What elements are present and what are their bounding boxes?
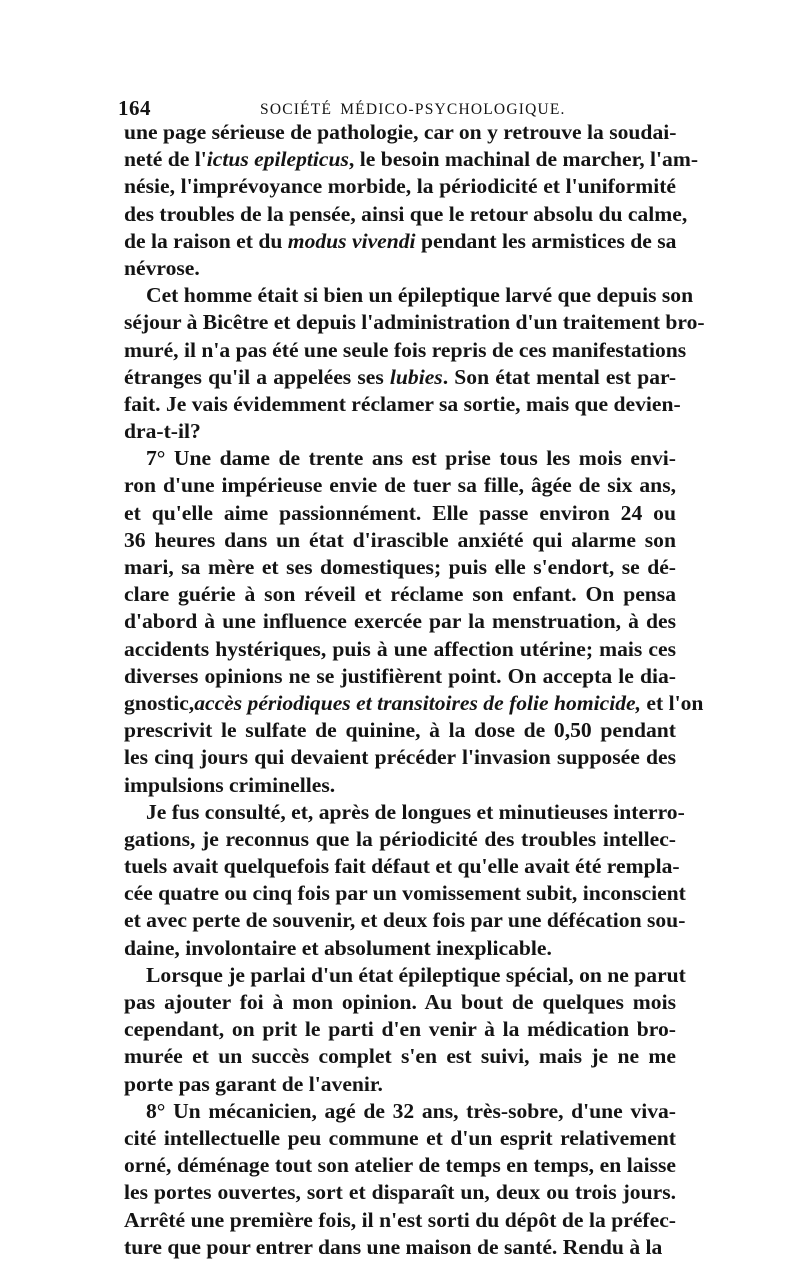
text-run: et l'on	[641, 690, 704, 715]
text-run: nésie, l'imprévoyance morbide, la périodicité et l'uniformité	[124, 174, 676, 199]
text-run: les cinq jours qui devaient précéder l'invasion supposée des	[124, 745, 676, 770]
text-line	[124, 907, 686, 934]
italic-text-run: lubies	[389, 364, 443, 389]
text-run: séjour à Bicêtre et depuis l'administration d'un traitement bro-	[124, 310, 705, 335]
text-run: diverses opinions ne se justifièrent point. On accepta le dia-	[124, 663, 676, 688]
text-run: daine, involontaire et absolument inexplicable.	[124, 935, 552, 960]
text-run: cependant, on prit le parti d'en venir à la médication bro-	[124, 1017, 676, 1042]
italic-text-run: accès périodiques et transitoires de folie homicide,	[194, 690, 642, 715]
text-run: des troubles de la pensée, ainsi que le retour absolu du calme,	[124, 201, 688, 226]
text-line	[124, 146, 699, 173]
text-run: orné, déménage tout son atelier de temps en temps, en laisse	[124, 1153, 676, 1178]
text-line	[124, 445, 676, 472]
text-line	[124, 1098, 676, 1125]
text-line	[124, 255, 676, 282]
text-run: clare guérie à son réveil et réclame son enfant. On pensa	[124, 582, 676, 607]
text-line	[124, 744, 676, 771]
text-run: pas ajouter foi à mon opinion. Au bout de quelques mois	[124, 990, 676, 1014]
text-line	[124, 391, 681, 418]
text-run: murée et un succès complet s'en est suivi, mais je ne me	[124, 1044, 676, 1069]
text-run: pendant les armistices de sa	[415, 228, 677, 253]
body-text	[124, 119, 705, 1261]
text-line	[124, 1152, 676, 1179]
text-line	[124, 826, 676, 853]
text-line	[124, 1179, 676, 1206]
text-line	[124, 880, 686, 907]
text-line	[124, 228, 676, 255]
text-run: et avec perte de souvenir, et deux fois par une défécation sou-	[124, 908, 686, 933]
text-line	[124, 717, 676, 744]
text-run: névrose.	[124, 255, 200, 280]
text-run: Arrêté une première fois, il n'est sorti du dépôt de la préfec-	[124, 1207, 676, 1232]
text-run: Je fus consulté, et, après de longues et minutieuses interro-	[146, 799, 685, 824]
text-line	[124, 1234, 676, 1261]
text-run: muré, il n'a pas été une seule fois repris de ces manifestations	[124, 337, 687, 362]
text-line	[124, 282, 694, 309]
text-run: Lorsque je parlai d'un état épileptique spécial, on ne parut	[146, 962, 686, 987]
text-run: Cet homme était si bien un épileptique larvé que depuis son	[146, 283, 694, 308]
text-run: . Son état mental est par-	[442, 364, 677, 389]
text-line	[124, 989, 676, 1016]
text-line	[124, 799, 685, 826]
text-run: de la raison et du	[124, 228, 288, 253]
text-run: fait. Je vais évidemment réclamer sa sortie, mais que devien-	[124, 391, 681, 416]
text-run: 36 heures dans un état d'irascible anxiété qui alarme son	[124, 527, 676, 552]
text-run: prescrivit le sulfate de quinine, à la dose de 0,50 pendant	[124, 718, 676, 743]
page-header	[118, 96, 676, 126]
text-line	[124, 636, 676, 663]
text-run: , le besoin machinal de marcher, l'am-	[348, 147, 699, 172]
text-line	[124, 935, 676, 962]
text-run: ture que pour entrer dans une maison de santé. Rendu à la	[124, 1234, 663, 1259]
text-line	[124, 1016, 676, 1043]
text-run: cée quatre ou cinq fois par un vomissement subit, inconscient	[124, 881, 686, 906]
running-head: SOCIÉTÉ MÉDICO-PSYCHOLOGIQUE.	[260, 101, 566, 118]
text-run: neté de l'	[124, 147, 207, 172]
text-run: et qu'elle aime passionnément. Elle passe environ 24 ou	[124, 500, 676, 525]
text-line	[124, 1207, 676, 1234]
text-line	[124, 527, 676, 554]
text-line	[124, 608, 676, 635]
text-line	[124, 500, 676, 527]
text-line	[124, 472, 676, 499]
text-run: ron d'une impérieuse envie de tuer sa fille, âgée de six ans,	[124, 473, 676, 498]
text-line	[124, 554, 676, 581]
text-run: gnostic,	[124, 690, 195, 715]
text-run: 8° Un mécanicien, agé de 32 ans, très-sobre, d'une viva-	[146, 1098, 676, 1123]
text-line	[124, 772, 676, 799]
text-line	[124, 1071, 676, 1098]
text-line	[124, 853, 680, 880]
text-line	[124, 418, 676, 445]
text-run: dra-t-il?	[124, 419, 201, 444]
text-line	[124, 690, 704, 717]
text-run: étranges qu'il a appelées ses	[124, 364, 390, 389]
text-line	[124, 663, 676, 690]
text-line	[124, 962, 686, 989]
text-line	[124, 201, 688, 228]
text-run: porte pas garant de l'avenir.	[124, 1071, 383, 1096]
text-line	[124, 581, 676, 608]
italic-text-run: modus vivendi	[287, 228, 416, 253]
italic-text-run: ictus epilepticus	[206, 147, 349, 172]
text-run: d'abord à une influence exercée par la menstruation, à des	[124, 609, 676, 634]
text-run: gations, je reconnus que la périodicité des troubles intellec-	[124, 826, 676, 851]
text-run: tuels avait quelquefois fait défaut et qu'elle avait été rempla-	[124, 854, 680, 879]
text-line	[124, 337, 687, 364]
text-run: mari, sa mère et ses domestiques; puis elle s'endort, se dé-	[124, 555, 676, 579]
text-line	[124, 309, 705, 336]
page-number: 164	[118, 96, 151, 120]
text-run: impulsions criminelles.	[124, 772, 336, 797]
text-line	[124, 173, 676, 200]
text-run: cité intellectuelle peu commune et d'un esprit relativement	[124, 1125, 676, 1150]
text-run: 7° Une dame de trente ans est prise tous les mois envi-	[146, 446, 676, 471]
text-line	[124, 1125, 676, 1152]
text-run: les portes ouvertes, sort et disparaît un, deux ou trois jours.	[124, 1180, 676, 1205]
text-run: une page sérieuse de pathologie, car on y retrouve la soudai-	[124, 120, 677, 144]
text-line	[124, 364, 676, 391]
text-run: accidents hystériques, puis à une affection utérine; mais ces	[124, 636, 676, 661]
text-line	[124, 1043, 676, 1070]
